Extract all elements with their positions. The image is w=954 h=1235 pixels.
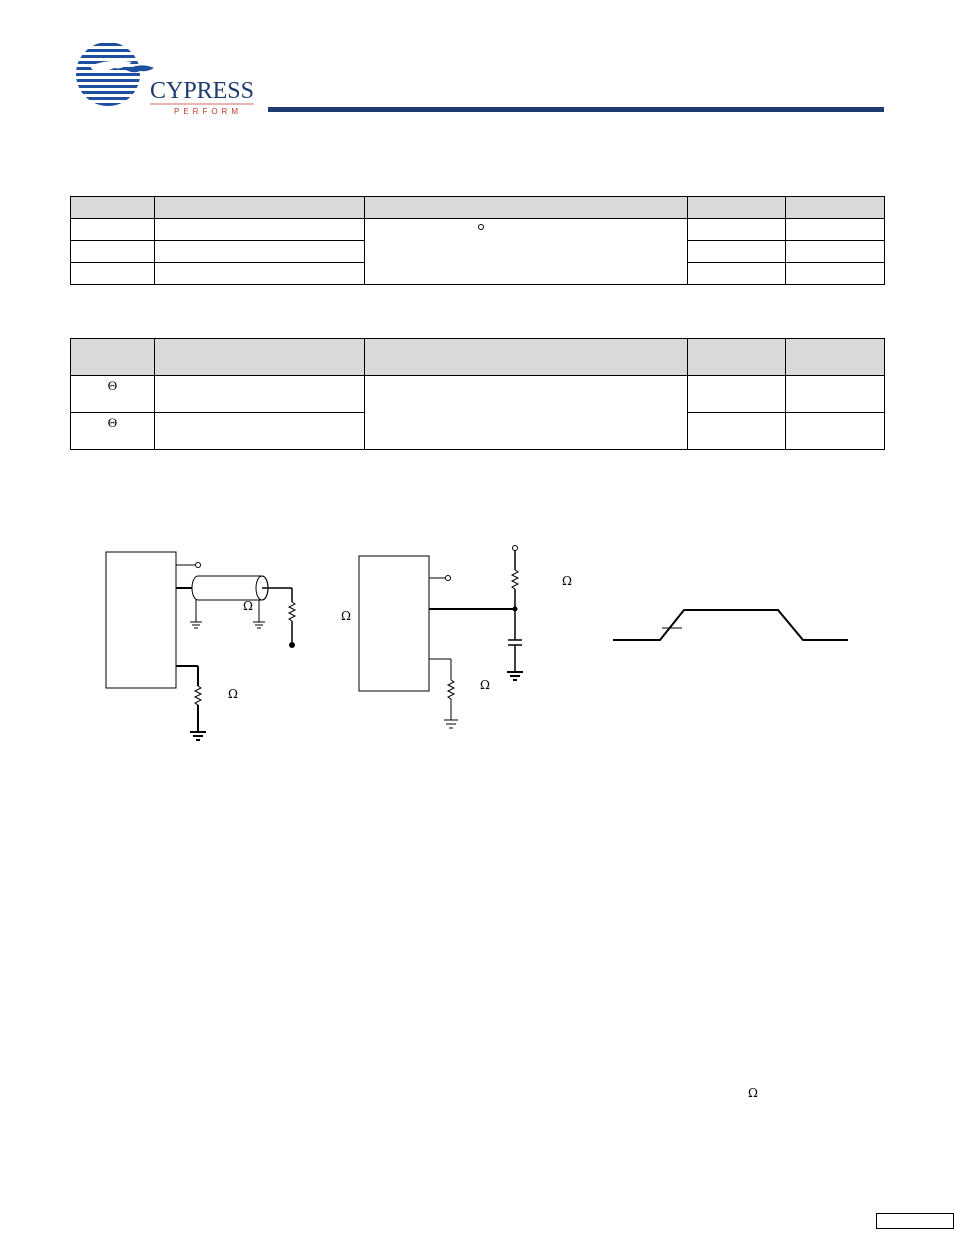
theta-symbol: Θ	[107, 415, 118, 430]
resistor-icon	[289, 602, 295, 621]
resistor-icon	[512, 570, 518, 589]
terminal-icon	[196, 563, 201, 568]
theta-symbol: Θ	[107, 378, 118, 393]
terminal-icon	[513, 546, 518, 551]
brand-tagline: PERFORM	[174, 107, 242, 116]
omega-label: Ω	[480, 678, 490, 692]
brand-name: CYPRESS	[150, 78, 254, 104]
device-block	[106, 552, 176, 688]
footnote-omega: Ω	[748, 1086, 758, 1100]
resistor-icon	[195, 686, 201, 705]
terminal-icon	[290, 643, 295, 648]
omega-label: Ω	[228, 687, 238, 701]
transmission-line	[192, 576, 268, 600]
omega-label: Ω	[243, 599, 253, 613]
terminal-icon	[446, 576, 451, 581]
document-number-box	[876, 1213, 954, 1229]
omega-label: Ω	[562, 574, 572, 588]
omega-label: Ω	[341, 609, 351, 623]
resistor-icon	[448, 680, 454, 699]
device-block	[359, 556, 429, 691]
waveform	[613, 610, 848, 640]
